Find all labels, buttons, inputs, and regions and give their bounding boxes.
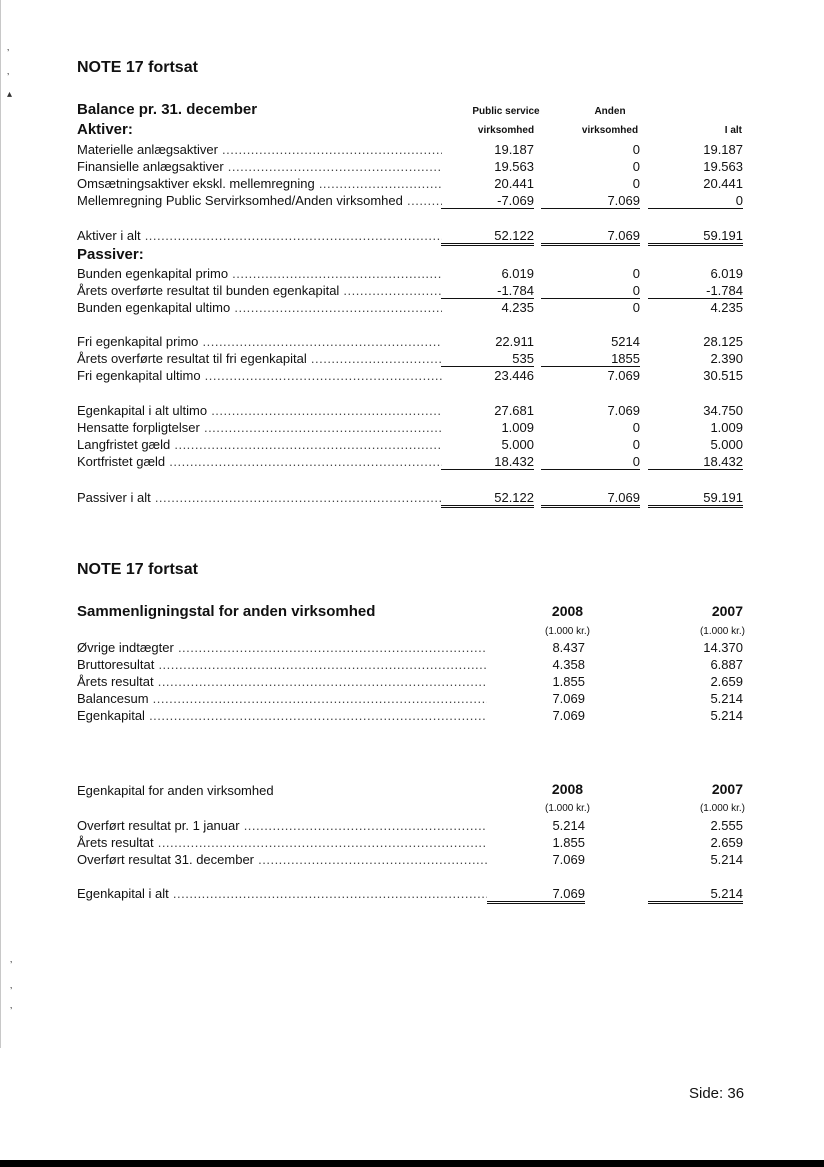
- row-label: Årets overførte resultat til fri egenkapital .....: [77, 350, 442, 367]
- row-label: Årets overførte resultat til bunden egenkapital .....: [77, 282, 442, 299]
- row-label: Årets resultat .....: [77, 673, 487, 690]
- value-2008: 7.069: [552, 691, 585, 706]
- value-2007: 2.555: [710, 818, 743, 833]
- table-row: [77, 192, 747, 209]
- row-label: Fri egenkapital primo .....: [77, 333, 442, 350]
- value-2008: 4.358: [552, 657, 585, 672]
- year-header-2007: 2007: [711, 781, 743, 797]
- row-label: Aktiver i alt .....: [77, 227, 442, 244]
- value-total: 2.390: [710, 351, 743, 366]
- table-row: [77, 707, 747, 724]
- value-public: 1.009: [501, 420, 534, 435]
- table-row: [77, 299, 747, 316]
- table-row: [77, 673, 747, 690]
- table-row: [77, 367, 747, 384]
- value-total: 4.235: [710, 300, 743, 315]
- value-total: 30.515: [703, 368, 743, 383]
- row-label: Bunden egenkapital ultimo .....: [77, 299, 442, 316]
- row-label: Egenkapital i alt .....: [77, 885, 487, 902]
- value-2008: 1.855: [552, 674, 585, 689]
- value-total: 34.750: [703, 403, 743, 418]
- value-2008: 5.214: [552, 818, 585, 833]
- page-number: Side: 36: [689, 1085, 745, 1102]
- value-public: 19.563: [494, 159, 534, 174]
- value-anden: 0: [632, 142, 640, 157]
- value-total: 28.125: [703, 334, 743, 349]
- row-label: Overført resultat 31. december .....: [77, 851, 487, 868]
- value-2008: 7.069: [487, 885, 585, 904]
- row-label: Kortfristet gæld .....: [77, 453, 442, 470]
- col-header-public-service: Public service: [472, 106, 540, 117]
- value-anden: 0: [632, 159, 640, 174]
- table-row: [77, 402, 747, 419]
- aktiver-title: Aktiver:: [77, 121, 133, 138]
- value-total: 19.563: [703, 159, 743, 174]
- row-label: Bunden egenkapital primo .....: [77, 265, 442, 282]
- value-2008: 7.069: [552, 708, 585, 723]
- scan-mark: ‚: [7, 42, 10, 53]
- row-label: Langfristet gæld .....: [77, 436, 442, 453]
- table-row: [77, 453, 747, 470]
- value-total: 0: [648, 192, 743, 209]
- value-anden: 0: [541, 453, 640, 470]
- value-2008: 1.855: [552, 835, 585, 850]
- col-header-public-service-sub: virksomhed: [477, 125, 535, 136]
- value-2007: 14.370: [703, 640, 743, 655]
- row-label: Finansielle anlægsaktiver .....: [77, 158, 442, 175]
- value-public: 6.019: [501, 266, 534, 281]
- row-label: Materielle anlægsaktiver .....: [77, 141, 442, 158]
- value-public: -7.069: [441, 192, 534, 209]
- row-label: Fri egenkapital ultimo .....: [77, 367, 442, 384]
- value-anden: 0: [632, 266, 640, 281]
- table-row: [77, 333, 747, 350]
- value-anden: 0: [632, 300, 640, 315]
- passiver-title: Passiver:: [77, 246, 144, 263]
- value-public: 52.122: [441, 489, 534, 508]
- table-row: [77, 834, 747, 851]
- table-row: [77, 656, 747, 673]
- row-label: Egenkapital .....: [77, 707, 487, 724]
- value-public: 23.446: [494, 368, 534, 383]
- table-row: [77, 158, 747, 175]
- comparison-title: Sammenligningstal for anden virksomhed: [77, 603, 376, 620]
- value-2008: 8.437: [552, 640, 585, 655]
- table-row-total: [77, 227, 747, 244]
- value-total: 59.191: [648, 489, 743, 508]
- table-row: [77, 851, 747, 868]
- year-header-2008: 2008: [551, 603, 584, 619]
- row-label: Overført resultat pr. 1 januar .....: [77, 817, 487, 834]
- col-header-anden: Anden: [594, 106, 626, 117]
- value-2007: 5.214: [648, 885, 743, 904]
- scan-bottom-bar: [0, 1160, 824, 1167]
- value-anden: 7.069: [541, 489, 640, 508]
- value-anden: 7.069: [607, 403, 640, 418]
- value-2007: 5.214: [710, 708, 743, 723]
- unit-label-2008: (1.000 kr.): [544, 803, 591, 814]
- value-anden: 0: [632, 176, 640, 191]
- year-header-2008: 2008: [551, 781, 584, 797]
- value-total: -1.784: [648, 282, 743, 299]
- value-public: 52.122: [441, 227, 534, 246]
- row-label: Hensatte forpligtelser .....: [77, 419, 442, 436]
- value-2007: 6.887: [710, 657, 743, 672]
- value-anden: 5214: [611, 334, 640, 349]
- table-row: [77, 436, 747, 453]
- unit-label-2007: (1.000 kr.): [699, 803, 745, 814]
- year-header-2007: 2007: [711, 603, 743, 619]
- value-anden: 0: [541, 282, 640, 299]
- value-anden: 1855: [541, 350, 640, 367]
- value-anden: 0: [632, 437, 640, 452]
- value-total: 19.187: [703, 142, 743, 157]
- equity-title-row: [77, 782, 747, 799]
- table-row: [77, 690, 747, 707]
- value-2007: 5.214: [710, 691, 743, 706]
- row-label: Øvrige indtægter .....: [77, 639, 487, 656]
- value-public: 4.235: [501, 300, 534, 315]
- scan-mark: ▴: [7, 89, 13, 100]
- value-public: 22.911: [495, 334, 534, 349]
- note-title: NOTE 17 fortsat: [77, 561, 198, 578]
- value-anden: 7.069: [607, 368, 640, 383]
- value-total: 59.191: [648, 227, 743, 246]
- value-public: 18.432: [441, 453, 534, 470]
- scan-mark: ‚: [10, 954, 13, 965]
- table-row: [77, 639, 747, 656]
- table-row: [77, 141, 747, 158]
- table-row: [77, 350, 747, 367]
- scan-mark: ‚: [7, 66, 10, 77]
- row-label: Mellemregning Public Servirksomhed/Anden virksomhed .....: [77, 192, 442, 209]
- value-2007: 2.659: [710, 674, 743, 689]
- note-title: NOTE 17 fortsat: [77, 59, 198, 76]
- row-label: Omsætningsaktiver ekskl. mellemregning .....: [77, 175, 442, 192]
- scan-mark: ‚: [10, 980, 13, 991]
- value-2007: 5.214: [710, 852, 743, 867]
- value-public: 19.187: [494, 142, 534, 157]
- row-label: Egenkapital i alt ultimo .....: [77, 402, 442, 419]
- value-2007: 2.659: [710, 835, 743, 850]
- value-total: 5.000: [710, 437, 743, 452]
- value-public: 20.441: [494, 176, 534, 191]
- table-row: [77, 817, 747, 834]
- value-total: 20.441: [703, 176, 743, 191]
- value-total: 18.432: [648, 453, 743, 470]
- row-label: Årets resultat .....: [77, 834, 487, 851]
- table-row-total: [77, 489, 747, 506]
- unit-label-2007: (1.000 kr.): [699, 626, 745, 637]
- value-anden: 7.069: [541, 192, 640, 209]
- row-label: Balancesum .....: [77, 690, 487, 707]
- equity-title: Egenkapital for anden virksomhed: [77, 783, 274, 798]
- value-public: -1.784: [441, 282, 534, 299]
- col-header-anden-sub: virksomhed: [581, 125, 639, 136]
- value-anden: 0: [632, 420, 640, 435]
- page-edge-line: [0, 0, 1, 1048]
- balance-title: Balance pr. 31. december: [77, 101, 258, 118]
- col-header-total: I alt: [724, 125, 742, 136]
- table-row: [77, 282, 747, 299]
- table-row: [77, 175, 747, 192]
- value-public: 27.681: [494, 403, 534, 418]
- table-row-total: [77, 885, 747, 902]
- value-total: 6.019: [710, 266, 743, 281]
- scan-mark: ‚: [10, 1000, 13, 1011]
- row-label: Bruttoresultat .....: [77, 656, 487, 673]
- value-public: 5.000: [501, 437, 534, 452]
- value-public: 535: [441, 350, 534, 367]
- table-row: [77, 419, 747, 436]
- value-total: 1.009: [710, 420, 743, 435]
- unit-label-2008: (1.000 kr.): [544, 626, 591, 637]
- value-anden: 7.069: [541, 227, 640, 246]
- value-2008: 7.069: [552, 852, 585, 867]
- row-label: Passiver i alt .....: [77, 489, 442, 506]
- table-row: [77, 265, 747, 282]
